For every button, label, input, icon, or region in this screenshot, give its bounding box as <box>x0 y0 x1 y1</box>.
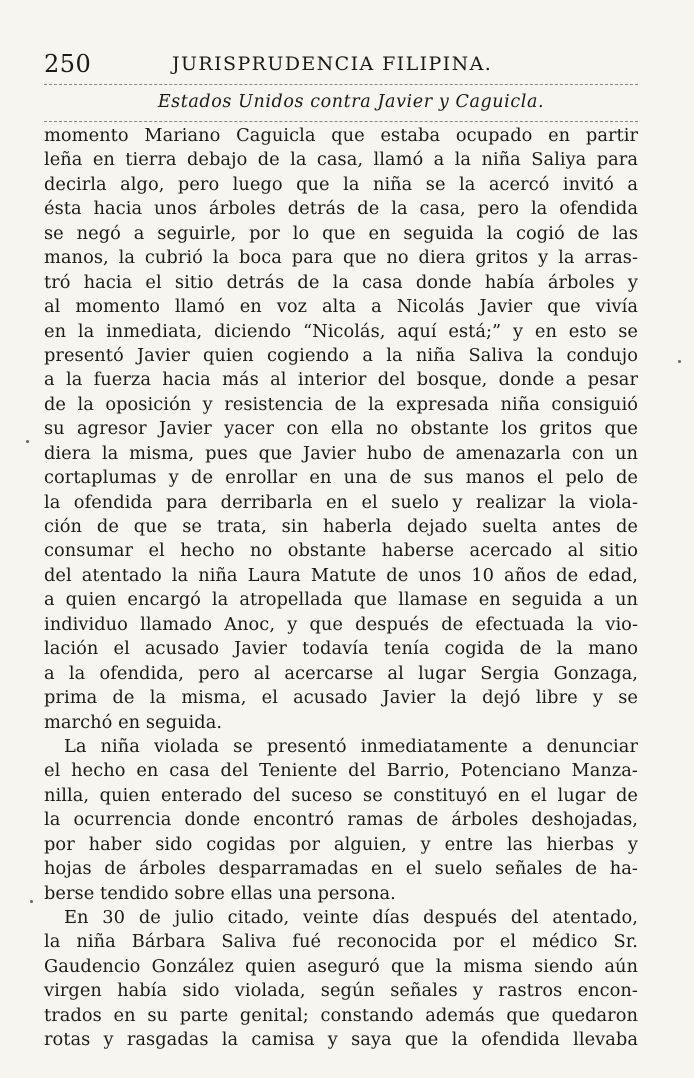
text-line: su agresor Javier yacer con ella no obstante los gritos que <box>44 418 638 440</box>
body-text <box>44 124 638 1053</box>
text-line: a quien encargó la atropellada que llamase en seguida a un <box>44 589 638 611</box>
text-line-paragraph-start: La niña violada se presentó inmediatamente a denunciar <box>64 735 638 757</box>
text-line: la ocurrencia donde encontró ramas de árboles deshojadas, <box>44 809 638 831</box>
text-line: individuo llamado Anoc, y que después de efectuada la vio- <box>44 613 638 635</box>
text-line: se negó a seguirle, por lo que en seguida la cogió de las <box>44 222 638 244</box>
text-line-paragraph-end: marchó en seguida. <box>44 711 223 733</box>
text-line: nilla, quien enterado del suceso se constituyó en el lugar de <box>44 784 638 806</box>
text-line: Gaudencio González quien aseguró que la misma siendo aún <box>44 955 638 977</box>
text-line-paragraph-end: berse tendido sobre ellas una persona. <box>44 882 396 904</box>
page-number: 250 <box>44 50 92 78</box>
text-line: hojas de árboles desparramadas en el suelo señales de ha- <box>44 858 638 880</box>
text-line: rotas y rasgadas la camisa y saya que la ofendida llevaba <box>44 1029 638 1051</box>
case-title: Estados Unidos contra Javier y Caguicla. <box>157 92 545 112</box>
text-line: cortaplumas y de enrollar en una de sus manos el pelo de <box>44 467 638 489</box>
running-title: JURISPRUDENCIA FILIPINA. <box>172 53 493 75</box>
text-line: leña en tierra debajo de la casa, llamó a la niña Saliya para <box>44 149 638 171</box>
text-line: prima de la misma, el acusado Javier la dejó libre y se <box>44 687 638 709</box>
text-line: ésta hacia unos árboles detrás de la casa, pero la ofendida <box>44 198 638 220</box>
text-line: lación el acusado Javier todavía tenía cogida de la mano <box>44 638 638 660</box>
text-line: en la inmediata, diciendo “Nicolás, aquí está;” y en esto se <box>44 320 638 342</box>
text-line: a la ofendida, pero al acercarse al lugar Sergia Gonzaga, <box>44 662 638 684</box>
text-line: ción de que se trata, sin haberla dejado suelta antes de <box>44 516 638 537</box>
text-line: momento Mariano Caguicla que estaba ocupado en partir <box>44 125 638 146</box>
text-line: el hecho en casa del Teniente del Barrio, Potenciano Manza- <box>44 760 638 782</box>
header-rule-top <box>44 84 638 85</box>
print-speck <box>26 440 29 443</box>
text-line: del atentado la niña Laura Matute de unos 10 años de edad, <box>44 564 638 586</box>
text-line: la niña Bárbara Saliva fué reconocida por el médico Sr. <box>44 931 638 953</box>
text-line: a la fuerza hacia más al interior del bosque, donde a pesar <box>44 369 638 391</box>
text-line: manos, la cubrió la boca para que no diera gritos y la arras- <box>44 247 638 269</box>
text-line: al momento llamó en voz alta a Nicolás Javier que vivía <box>44 296 638 318</box>
print-speck <box>678 360 681 363</box>
text-line: diera la misma, pues que Javier hubo de amenazarla con un <box>44 442 638 464</box>
text-line: tró hacia el sitio detrás de la casa donde había árboles y <box>44 271 638 293</box>
text-line: presentó Javier quien cogiendo a la niña Saliva la condujo <box>44 344 638 366</box>
text-line: de la oposición y resistencia de la expresada niña consiguió <box>44 393 638 415</box>
text-line: trados en su parte genital; constando además que quedaron <box>44 1004 638 1026</box>
text-line: consumar el hecho no obstante haberse acercado al sitio <box>44 540 638 562</box>
text-line-paragraph-start: En 30 de julio citado, veinte días después del atentado, <box>64 907 638 928</box>
print-speck <box>30 900 33 903</box>
text-line: por haber sido cogidas por alguien, y entre las hierbas y <box>44 833 638 855</box>
page-header <box>44 48 636 80</box>
header-rule-bottom <box>44 121 638 122</box>
text-line: virgen había sido violada, según señales y rastros encon- <box>44 980 638 1002</box>
text-line: decirla algo, pero luego que la niña se la acercó invitó a <box>44 173 638 195</box>
text-line: la ofendida para derribarla en el suelo y realizar la viola- <box>44 491 638 513</box>
